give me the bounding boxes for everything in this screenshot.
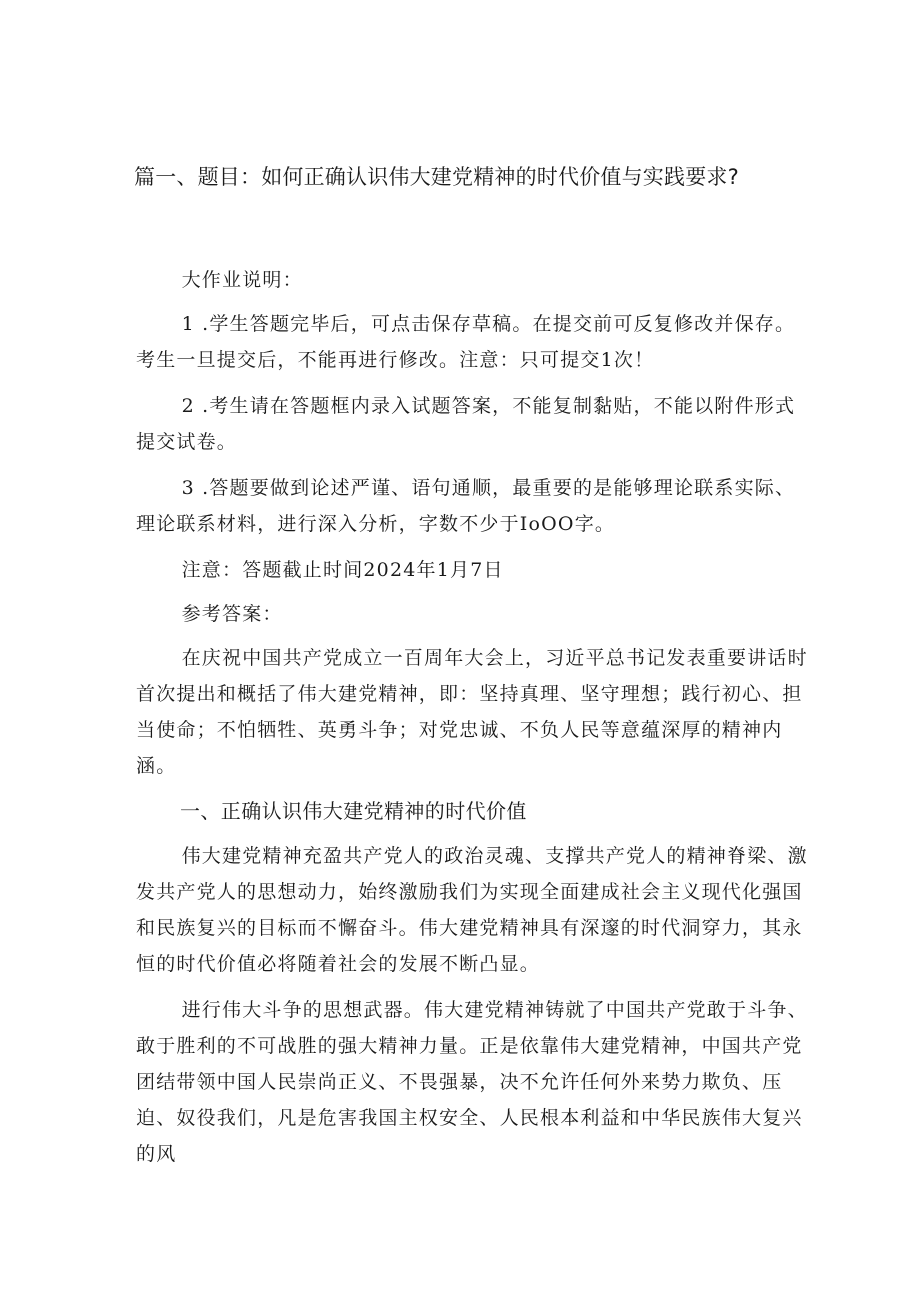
body-paragraph: 伟大建党精神充盈共产党人的政治灵魂、支撑共产党人的精神脊梁、激发共产党人的思想动力，始终激励我们为实现全面建成社会主义现代化强国和民族复兴的目标而不懈奋斗。伟大建党精神具有深邃的时代洞穿力，其永恒的时代价值必将随着社会的发展不断凸显。 xyxy=(136,845,808,975)
document-title: 篇一、题目：如何正确认识伟大建党精神的时代价值与实践要求? xyxy=(134,165,739,189)
intro-paragraph: 在庆祝中国共产党成立一百周年大会上，习近平总书记发表重要讲话时首次提出和概括了伟大建党精神，即：坚持真理、坚守理想；践行初心、担当使命；不怕牺牲、英勇斗争；对党忠诚、不负人民等意蕴深厚的精神内涵。 xyxy=(136,647,808,777)
document-body xyxy=(136,262,808,1182)
instructions-heading: 大作业说明： xyxy=(181,269,303,291)
instruction-item-1: 1 .学生答题完毕后，可点击保存草稿。在提交前可反复修改并保存。考生一旦提交后，不能再进行修改。注意：只可提交1次！ xyxy=(136,313,796,371)
body-paragraph: 进行伟大斗争的思想武器。伟大建党精神铸就了中国共产党敢于斗争、敢于胜利的不可战胜的强大精神力量。正是依靠伟大建党精神，中国共产党团结带领中国人民崇尚正义、不畏强暴，决不允许任何外来势力欺负、压迫、奴役我们，凡是危害我国主权安全、人民根本利益和中华民族伟大复兴的风 xyxy=(136,999,808,1165)
instruction-item-3: 3 .答题要做到论述严谨、语句通顺，最重要的是能够理论联系实际、理论联系材料，进行深入分析，字数不少于IoOO字。 xyxy=(136,477,796,535)
deadline-note: 注意：答题截止时间2024年1月7日 xyxy=(181,559,504,581)
answer-heading: 参考答案： xyxy=(181,603,283,625)
section-heading: 一、正确认识伟大建党精神的时代价值 xyxy=(180,799,527,823)
instruction-item-2: 2 .考生请在答题框内录入试题答案，不能复制黏贴，不能以附件形式提交试卷。 xyxy=(136,395,796,453)
